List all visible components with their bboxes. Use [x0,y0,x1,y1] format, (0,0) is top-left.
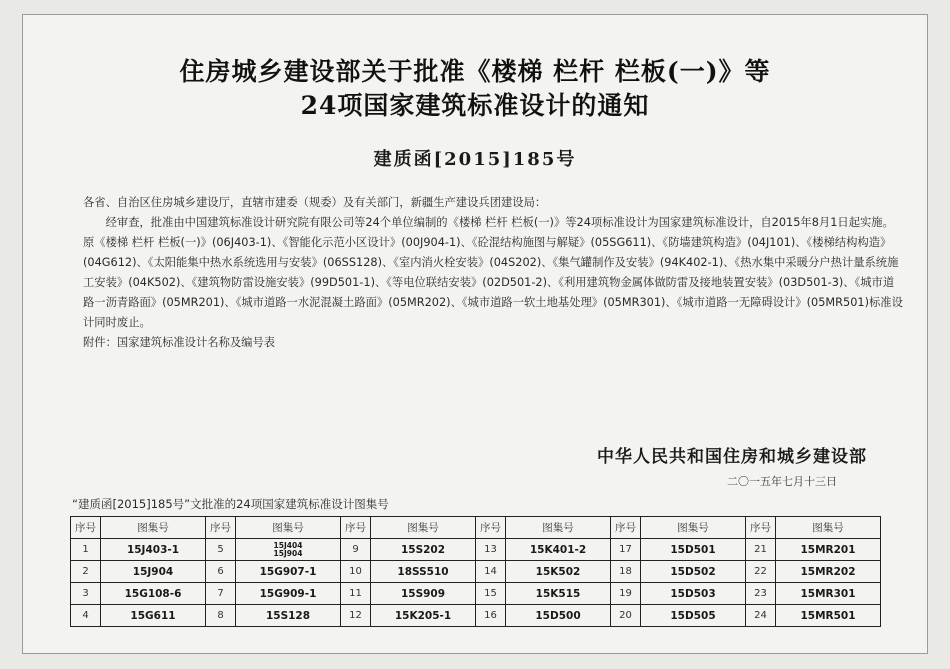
serial-no-cell: 24 [746,605,776,627]
header-atlas-code: 图集号 [506,517,611,539]
serial-no-cell: 22 [746,561,776,583]
table-caption: “建质函[2015]185号”文批准的24项国家建筑标准设计图集号 [72,497,389,511]
header-atlas-code: 图集号 [236,517,341,539]
atlas-code-cell: 15K515 [506,583,611,605]
serial-no-cell: 21 [746,539,776,561]
atlas-code-cell: 15D500 [506,605,611,627]
serial-no-cell: 17 [611,539,641,561]
notice-body [83,193,903,353]
serial-no-cell: 19 [611,583,641,605]
atlas-code-cell: 15MR501 [776,605,881,627]
serial-no-cell: 5 [206,539,236,561]
atlas-code-cell: 15G611 [101,605,206,627]
serial-no-cell: 9 [341,539,371,561]
header-serial-no: 序号 [611,517,641,539]
atlas-code-cell: 15J904 [101,561,206,583]
serial-no-cell: 4 [71,605,101,627]
serial-no-cell: 8 [206,605,236,627]
header-serial-no: 序号 [206,517,236,539]
serial-no-cell: 6 [206,561,236,583]
table-header-row [71,517,881,539]
title-line-1: 住房城乡建设部关于批准《楼梯 栏杆 栏板(一)》等 [179,57,771,86]
atlas-code-cell: 15MR201 [776,539,881,561]
atlas-code-cell: 15S202 [371,539,476,561]
atlas-code-cell: 15G108-6 [101,583,206,605]
serial-no-cell: 7 [206,583,236,605]
table-row [71,561,881,583]
header-serial-no: 序号 [746,517,776,539]
header-atlas-code: 图集号 [101,517,206,539]
atlas-code-cell: 15G907-1 [236,561,341,583]
serial-no-cell: 11 [341,583,371,605]
header-atlas-code: 图集号 [641,517,746,539]
atlas-code-cell: 15K502 [506,561,611,583]
serial-no-cell: 20 [611,605,641,627]
serial-no-cell: 13 [476,539,506,561]
serial-no-cell: 1 [71,539,101,561]
header-atlas-code: 图集号 [371,517,476,539]
issue-date: 二〇一五年七月十三日 [727,475,837,488]
serial-no-cell: 12 [341,605,371,627]
serial-no-cell: 18 [611,561,641,583]
atlas-code-cell: 15D501 [641,539,746,561]
serial-no-cell: 15 [476,583,506,605]
atlas-code-cell: 15D505 [641,605,746,627]
serial-no-cell: 16 [476,605,506,627]
table-row [71,605,881,627]
notice-title [23,55,927,123]
table-row [71,539,881,561]
header-serial-no: 序号 [71,517,101,539]
atlas-code-cell: 15J403-1 [101,539,206,561]
header-serial-no: 序号 [341,517,371,539]
salutation: 各省、自治区住房城乡建设厅，直辖市建委（规委）及有关部门，新疆生产建设兵团建设局： [83,196,547,209]
main-paragraph: 经审查，批准由中国建筑标准设计研究院有限公司等24个单位编制的《楼梯 栏杆 栏板(一)》等24项标准设计为国家建筑标准设计，自2015年8月1日起实施。原《楼梯 栏杆 栏板(一)》(06J403-1)、《智能化示范小区设计》(00J904-1)、《砼混结构施图与解疑》(05SG611)、《防墙建筑构造》(04J101)、《楼梯结构构造》(04G612)、《太阳能集中热水系统选用与安装》(06SS128)、《室内消火栓安装》(04S202)、《集气罐制作及安装》(94K402-1)、《热水集中采暖分户热计量系统施工安装》(04K502)、《建筑物防雷设施安装》(99D501-1)、《等电位联结安装》(02D501-2)、《利用建筑物金属体做防雷及接地装置安装》(03D501-3)、《城市道路一沥青路面》(05MR201)、《城市道路一水泥混凝土路面》(05MR202)、《城市道路一软土地基处理》(05MR301)、《城市道路一无障碍设计》(05MR501)标准设计同时废止。 [83,216,903,329]
atlas-code-cell: 15D502 [641,561,746,583]
serial-no-cell: 3 [71,583,101,605]
document-number: 建质函[2015]185号 [373,149,577,170]
title-line-2: 24项国家建筑标准设计的通知 [300,91,650,120]
atlas-code-cell: 15S128 [236,605,341,627]
atlas-code-cell: 15G909-1 [236,583,341,605]
serial-no-cell: 23 [746,583,776,605]
atlas-code-cell: 15MR202 [776,561,881,583]
table-row [71,583,881,605]
issuing-organization: 中华人民共和国住房和城乡建设部 [597,447,867,467]
atlas-code-cell: 15K401-2 [506,539,611,561]
serial-no-cell: 2 [71,561,101,583]
attachment-line: 附件：国家建筑标准设计名称及编号表 [83,336,276,349]
atlas-code-cell: 15MR301 [776,583,881,605]
serial-no-cell: 14 [476,561,506,583]
header-serial-no: 序号 [476,517,506,539]
header-atlas-code: 图集号 [776,517,881,539]
atlas-code-cell: 15K205-1 [371,605,476,627]
serial-no-cell: 10 [341,561,371,583]
atlas-code-cell: 15J404 15J904 [236,539,341,561]
atlas-code-cell: 15S909 [371,583,476,605]
atlas-code-cell: 18SS510 [371,561,476,583]
atlas-code-cell: 15D503 [641,583,746,605]
signature-block [597,442,867,489]
atlas-number-table [70,516,881,627]
